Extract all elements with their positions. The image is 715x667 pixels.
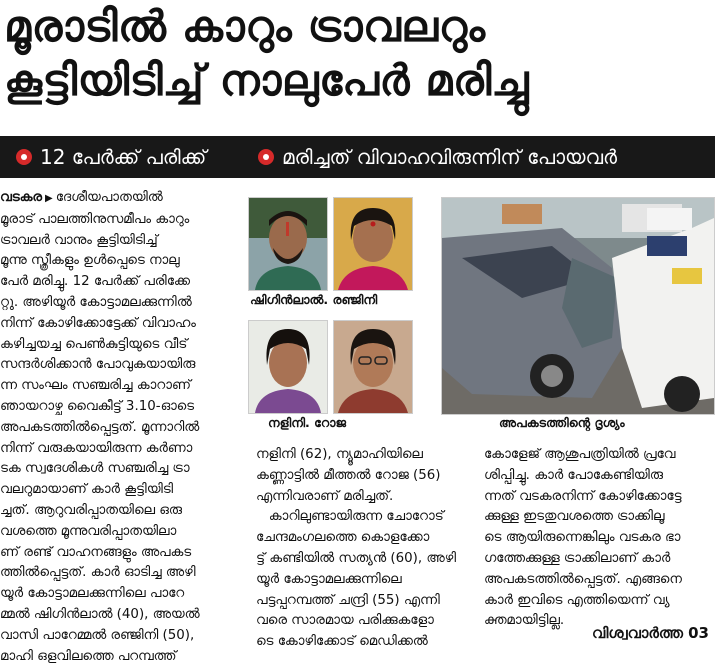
- article-line: ടെ ആയിരുന്നെങ്കിലും വടകര ഭാ: [484, 530, 681, 546]
- subhead-text: മരിച്ചത് വിവാഹവിരുന്നിന് പോയവർ: [282, 145, 618, 169]
- subhead-wedding: [258, 145, 617, 169]
- article-column-1: [0, 188, 232, 667]
- portrait-shiginlal: [248, 197, 328, 291]
- article-line: ശിപ്പിച്ചു. കാർ പോകേണ്ടിയിരു: [484, 467, 663, 483]
- article-line: ഞായറാഴ്ച വൈകീട്ട് 3.10-ഓടെ: [0, 398, 195, 414]
- article-line: വരെ സാരമായ പരിക്കുകളോ: [256, 613, 434, 629]
- caption-portraits-1: ഷിഗിൻലാൽ. രഞ്ജിനി: [250, 292, 378, 307]
- article-column-2: [256, 445, 464, 653]
- headline-line-2: കൂട്ടിയിടിച്ച് നാലുപേർ മരിച്ചു: [4, 56, 530, 106]
- article-line: കാർ ഇവിടെ എത്തിയെന്ന് വ്യ: [484, 592, 670, 608]
- article-line: നിന്ന് വരുകയായിരുന്ന കർണാ: [0, 440, 193, 456]
- article-line: മൂന്നു സ്ത്രീകളും ഉൾപ്പെടെ നാലു: [0, 253, 180, 269]
- article-line: മൂരാട് പാലത്തിനുസമീപം കാറും: [0, 211, 190, 227]
- portrait-ranjini: [333, 197, 413, 291]
- article-line: റ്റു. അഴിയൂർ കോട്ടാമലക്കുന്നിൽ: [0, 294, 192, 310]
- caption-accident: അപകടത്തിന്റെ ദൃശ്യം: [499, 415, 625, 430]
- article-line: ണ് രണ്ട് വാഹനങ്ങളും അപകട: [0, 544, 192, 560]
- article-line: ഗത്തേക്കുള്ള ട്രാക്കിലാണ് കാർ: [484, 550, 671, 566]
- bullet-icon: [258, 149, 274, 165]
- article-line: കോളേജ് ആശുപത്രിയിൽ പ്രവേ: [484, 447, 676, 462]
- article-line: അപകടത്തിൽപ്പെട്ടത്. എങ്ങനെ: [484, 571, 682, 587]
- subhead-injured: [16, 145, 206, 169]
- article-line: ടെ കോഴിക്കോട് മെഡിക്കൽ: [256, 634, 428, 650]
- article-line: ദേശീയപാതയിൽ: [55, 190, 163, 205]
- bullet-icon: [16, 149, 32, 165]
- article-line: ക്കുള്ള ഇടതുവശത്തെ ട്രാക്കിലൂ: [484, 509, 665, 525]
- article-column-3: [484, 445, 712, 632]
- dateline-line: [0, 188, 232, 210]
- article-line: കണ്ണാട്ടിൽ മീത്തൽ റോജ (56): [256, 467, 441, 483]
- headline-line-1: മൂരാടിൽ കാറും ട്രാവലറും: [4, 2, 486, 52]
- headline: [4, 0, 712, 108]
- article-line: മാഹി ഒളവിലത്തെ പറമ്പത്ത്: [0, 648, 177, 664]
- article-line: നളിനി (62), ന്യൂമാഹിയിലെ: [256, 447, 423, 462]
- article-line: വശത്തെ മൂന്നുവരിപ്പാതയിലാ: [0, 523, 177, 539]
- article-line: അപകടത്തിൽപ്പെട്ടത്. മൂന്നാറിൽ: [0, 419, 200, 435]
- article-line: യൂർ കോട്ടാമലക്കുന്നിലെ: [256, 571, 402, 587]
- article-line: വലറുമായാണ് കാർ കൂട്ടിയിടി: [0, 482, 174, 498]
- subhead-bar: [0, 136, 715, 178]
- article-line: യൂർ കോട്ടാമലക്കുന്നിലെ പാറേ: [0, 586, 185, 602]
- caption-portraits-2: നളിനി. റോജ: [268, 415, 346, 430]
- article-line: പട്ടപ്പറമ്പത്ത് ചന്ദ്രി (55) എന്നി: [256, 592, 440, 608]
- article-line: കഴിച്ചയച്ച പെൺകുട്ടിയുടെ വീട്: [0, 336, 188, 352]
- portrait-roja: [333, 320, 413, 414]
- article-line: കാറിലുണ്ടായിരുന്ന ചോറോട്: [256, 509, 444, 525]
- article-line: മ്മൽ ഷിഗിൻലാൽ (40), അയൽ: [0, 606, 200, 622]
- article-line: എന്നിവരാണ് മരിച്ചത്.: [256, 488, 394, 504]
- article-line: ന്ന സംഘം സഞ്ചരിച്ച കാറാണ്: [0, 378, 191, 394]
- dateline-place: വടകര: [0, 190, 43, 205]
- article-line: ന്നത് വടകരനിന്ന് കോഴിക്കോട്ടേ: [484, 488, 682, 504]
- portrait-nalini: [248, 320, 328, 414]
- article-line: ത്തിൽപ്പെട്ടത്. കാർ ഓടിച്ച അഴി: [0, 565, 196, 581]
- article-line: ട്രാവലർ വാനും കൂട്ടിയിടിച്ച്: [0, 232, 158, 248]
- page-footer: വിശ്വവാർത്ത 03: [592, 624, 709, 642]
- triangle-icon: ▶: [45, 193, 53, 204]
- article-line: ചേന്ദമംഗലത്തെ കൊളക്കോ: [256, 530, 430, 546]
- article-line: വാസി പാറേമ്മൽ രഞ്ജിനി (50),: [0, 627, 195, 643]
- article-line: ട്ട് കണ്ടിയിൽ സത്യൻ (60), അഴി: [256, 550, 457, 566]
- article-line: സന്ദർശിക്കാൻ പോവുകയായിരു: [0, 357, 196, 373]
- subhead-text: 12 പേർക്ക് പരിക്ക്: [40, 145, 207, 169]
- article-line: ടക സ്വദേശികൾ സഞ്ചരിച്ച ട്രാ: [0, 461, 190, 477]
- article-line: പേർ മരിച്ചു. 12 പേർക്ക് പരിക്കേ: [0, 274, 190, 290]
- article-line: ക്തമായിട്ടില്ല.: [484, 613, 565, 629]
- accident-photo: [441, 197, 715, 415]
- article-line: നിന്ന് കോഴിക്കോട്ടേക്ക് വിവാഹം: [0, 315, 196, 331]
- article-line: ച്ചത്. ആറുവരിപ്പാതയിലെ ഒരു: [0, 502, 182, 518]
